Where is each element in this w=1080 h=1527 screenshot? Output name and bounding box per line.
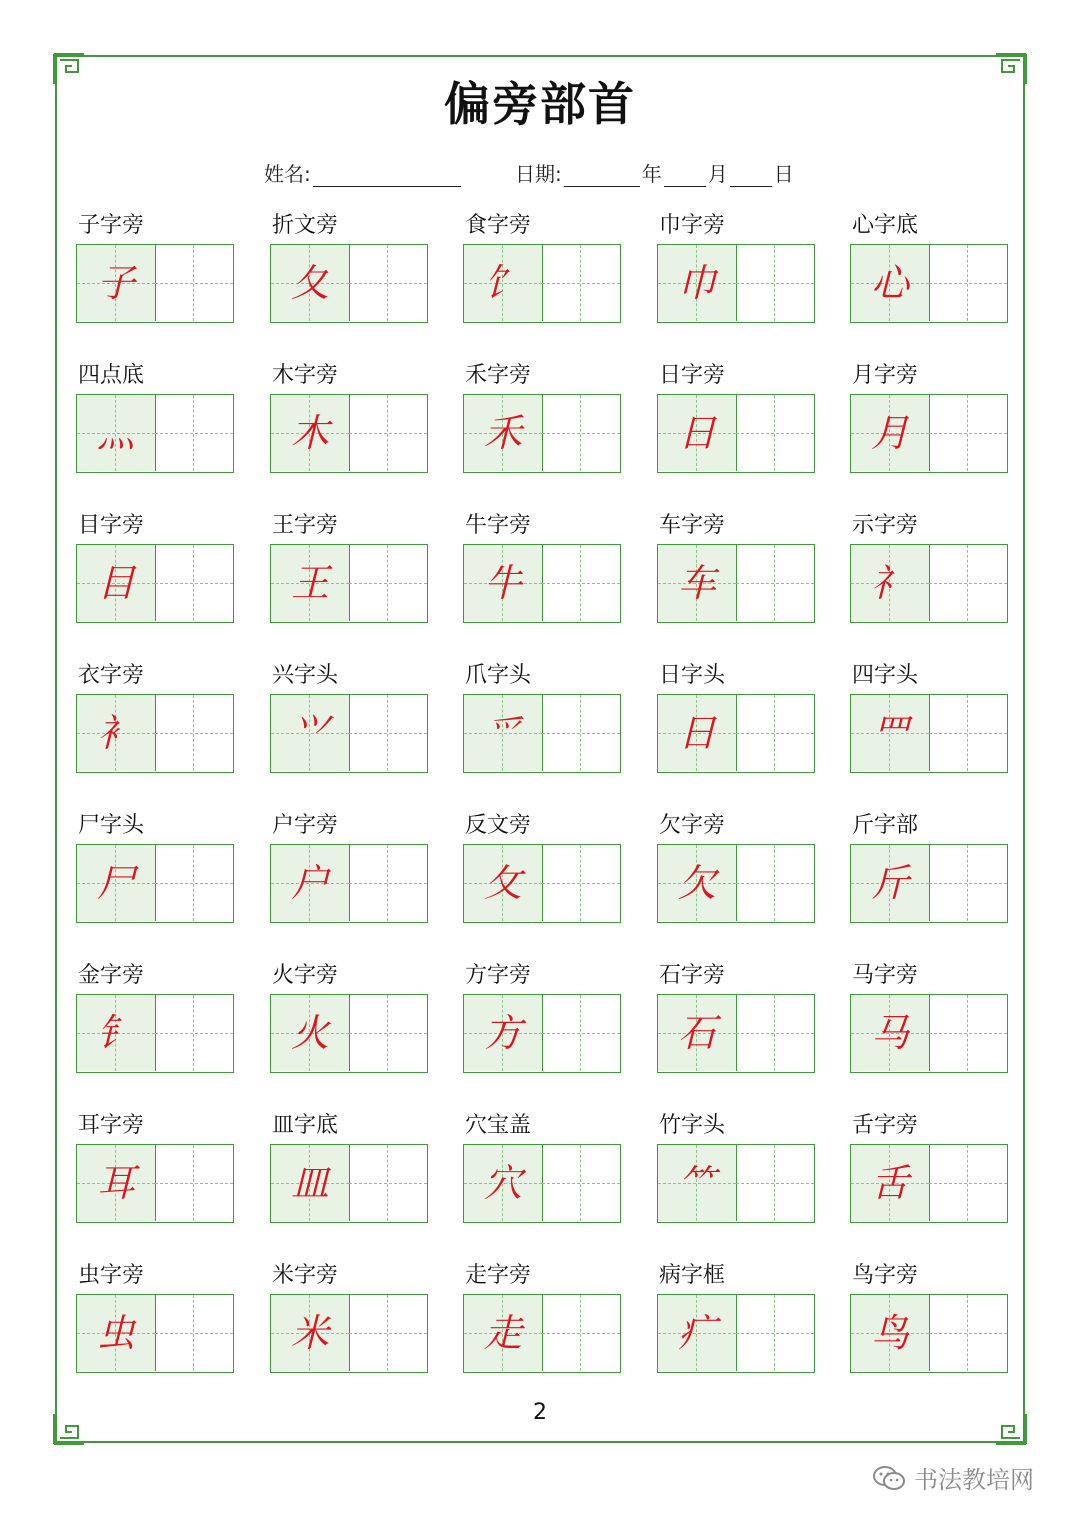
example-square bbox=[464, 695, 543, 771]
radical-cell bbox=[76, 358, 236, 488]
writing-square[interactable] bbox=[155, 1145, 233, 1221]
practice-box bbox=[850, 1294, 1008, 1373]
practice-box bbox=[270, 994, 428, 1073]
radical-cell bbox=[850, 808, 1010, 938]
practice-box bbox=[76, 1144, 234, 1223]
practice-box bbox=[850, 844, 1008, 923]
radical-glyph: 斤 bbox=[870, 861, 909, 905]
radical-label: 爪字头 bbox=[465, 663, 532, 688]
writing-square[interactable] bbox=[929, 695, 1007, 771]
radical-cell bbox=[463, 808, 623, 938]
example-square bbox=[271, 1145, 350, 1221]
radical-cell bbox=[850, 208, 1010, 338]
page-title: 偏旁部首 bbox=[444, 77, 636, 131]
practice-box bbox=[76, 544, 234, 623]
radical-glyph: 走 bbox=[483, 1311, 522, 1355]
radical-label: 折文旁 bbox=[272, 213, 339, 238]
writing-square[interactable] bbox=[155, 545, 233, 621]
radical-label: 车字旁 bbox=[659, 513, 726, 538]
writing-square[interactable] bbox=[736, 395, 814, 471]
writing-square[interactable] bbox=[349, 395, 427, 471]
radical-cell bbox=[463, 958, 623, 1088]
radical-cell bbox=[270, 958, 430, 1088]
practice-box bbox=[463, 1294, 621, 1373]
day-label: 日 bbox=[773, 162, 794, 186]
radical-cell bbox=[76, 508, 236, 638]
practice-box bbox=[463, 544, 621, 623]
example-square bbox=[464, 545, 543, 621]
radical-label: 走字旁 bbox=[465, 1263, 532, 1288]
radical-cell bbox=[270, 358, 430, 488]
practice-box bbox=[850, 244, 1008, 323]
radical-label: 方字旁 bbox=[465, 963, 532, 988]
radical-glyph: 户 bbox=[290, 861, 329, 905]
writing-square[interactable] bbox=[155, 995, 233, 1071]
practice-box bbox=[76, 994, 234, 1073]
radical-glyph: 日 bbox=[677, 411, 716, 455]
example-square bbox=[658, 245, 737, 321]
radical-cell bbox=[657, 808, 817, 938]
writing-square[interactable] bbox=[929, 545, 1007, 621]
example-square bbox=[464, 995, 543, 1071]
radical-glyph: 虫 bbox=[96, 1311, 135, 1355]
radical-cell bbox=[657, 658, 817, 788]
example-square bbox=[77, 1145, 156, 1221]
radical-label: 食字旁 bbox=[465, 213, 532, 238]
radical-label: 皿字底 bbox=[272, 1113, 339, 1138]
radical-label: 巾字旁 bbox=[659, 213, 726, 238]
radical-cell bbox=[76, 208, 236, 338]
example-square bbox=[271, 395, 350, 471]
date-label: 日期: bbox=[515, 162, 562, 186]
radical-label: 禾字旁 bbox=[465, 363, 532, 388]
practice-box bbox=[76, 394, 234, 473]
example-square bbox=[271, 845, 350, 921]
radical-label: 尸字头 bbox=[78, 813, 145, 838]
radical-cell bbox=[76, 808, 236, 938]
radical-glyph: 心 bbox=[870, 261, 909, 305]
radical-label: 日字旁 bbox=[659, 363, 726, 388]
radical-glyph: 车 bbox=[677, 561, 716, 605]
practice-box bbox=[270, 244, 428, 323]
radical-cell bbox=[76, 1108, 236, 1238]
example-square bbox=[658, 1145, 737, 1221]
writing-square[interactable] bbox=[155, 1295, 233, 1371]
practice-box bbox=[463, 244, 621, 323]
example-square bbox=[658, 545, 737, 621]
month-label: 月 bbox=[707, 162, 728, 186]
writing-square[interactable] bbox=[349, 245, 427, 321]
example-square bbox=[658, 695, 737, 771]
practice-box bbox=[850, 394, 1008, 473]
radical-glyph: 鸟 bbox=[870, 1311, 909, 1355]
practice-box bbox=[463, 394, 621, 473]
example-square bbox=[77, 995, 156, 1071]
radical-cell bbox=[76, 958, 236, 1088]
example-square bbox=[271, 1295, 350, 1371]
radical-cell bbox=[657, 208, 817, 338]
radical-glyph: 穴 bbox=[483, 1161, 522, 1205]
example-square bbox=[851, 545, 930, 621]
radical-label: 木字旁 bbox=[272, 363, 339, 388]
radical-label: 米字旁 bbox=[272, 1263, 339, 1288]
writing-square[interactable] bbox=[542, 1145, 620, 1221]
practice-box bbox=[76, 694, 234, 773]
writing-square[interactable] bbox=[736, 1145, 814, 1221]
example-square bbox=[464, 245, 543, 321]
example-square bbox=[271, 695, 350, 771]
practice-box bbox=[270, 1144, 428, 1223]
example-square bbox=[77, 695, 156, 771]
radical-label: 舌字旁 bbox=[852, 1113, 919, 1138]
radical-label: 牛字旁 bbox=[465, 513, 532, 538]
practice-box bbox=[270, 694, 428, 773]
radical-cell bbox=[850, 1258, 1010, 1388]
writing-square[interactable] bbox=[155, 395, 233, 471]
radical-glyph: 爫 bbox=[483, 711, 522, 755]
practice-box bbox=[270, 844, 428, 923]
example-square bbox=[658, 995, 737, 1071]
writing-square[interactable] bbox=[929, 845, 1007, 921]
radical-glyph: 牛 bbox=[483, 561, 522, 605]
practice-box bbox=[657, 244, 815, 323]
practice-box bbox=[657, 994, 815, 1073]
writing-square[interactable] bbox=[929, 395, 1007, 471]
radical-cell bbox=[270, 658, 430, 788]
radical-label: 欠字旁 bbox=[659, 813, 726, 838]
writing-square[interactable] bbox=[929, 1295, 1007, 1371]
radical-glyph: 尸 bbox=[96, 861, 135, 905]
practice-box bbox=[463, 994, 621, 1073]
radical-glyph: 火 bbox=[290, 1011, 329, 1055]
radical-cell bbox=[463, 658, 623, 788]
writing-square[interactable] bbox=[736, 695, 814, 771]
practice-box bbox=[850, 544, 1008, 623]
practice-box bbox=[270, 1294, 428, 1373]
writing-square[interactable] bbox=[542, 695, 620, 771]
radical-cell bbox=[463, 208, 623, 338]
practice-box bbox=[850, 1144, 1008, 1223]
radical-label: 月字旁 bbox=[852, 363, 919, 388]
radical-glyph: 石 bbox=[677, 1011, 716, 1055]
radical-cell bbox=[657, 1258, 817, 1388]
radical-label: 石字旁 bbox=[659, 963, 726, 988]
example-square bbox=[271, 245, 350, 321]
date-field[interactable] bbox=[515, 158, 794, 187]
radical-label: 王字旁 bbox=[272, 513, 339, 538]
radical-cell bbox=[850, 358, 1010, 488]
practice-box bbox=[657, 394, 815, 473]
writing-square[interactable] bbox=[736, 1295, 814, 1371]
practice-box bbox=[76, 244, 234, 323]
radical-glyph: 米 bbox=[290, 1311, 329, 1355]
writing-square[interactable] bbox=[349, 695, 427, 771]
example-square bbox=[851, 995, 930, 1071]
radical-glyph: 王 bbox=[290, 561, 329, 605]
radical-label: 兴字头 bbox=[272, 663, 339, 688]
radical-cell bbox=[657, 358, 817, 488]
radical-cell bbox=[463, 358, 623, 488]
writing-square[interactable] bbox=[349, 845, 427, 921]
writing-square[interactable] bbox=[736, 545, 814, 621]
radical-label: 目字旁 bbox=[78, 513, 145, 538]
writing-square[interactable] bbox=[155, 245, 233, 321]
practice-box bbox=[850, 994, 1008, 1073]
radical-cell bbox=[270, 1108, 430, 1238]
watermark bbox=[872, 1460, 1034, 1495]
page-number: 2 bbox=[533, 1400, 547, 1425]
radical-label: 户字旁 bbox=[272, 813, 339, 838]
practice-box bbox=[463, 694, 621, 773]
example-square bbox=[851, 695, 930, 771]
practice-box bbox=[463, 844, 621, 923]
year-blank[interactable] bbox=[564, 166, 640, 187]
writing-square[interactable] bbox=[349, 545, 427, 621]
radical-label: 虫字旁 bbox=[78, 1263, 145, 1288]
practice-box bbox=[270, 394, 428, 473]
radical-cell bbox=[850, 958, 1010, 1088]
example-square bbox=[658, 395, 737, 471]
writing-square[interactable] bbox=[349, 1145, 427, 1221]
year-label: 年 bbox=[641, 162, 662, 186]
radical-cell bbox=[850, 658, 1010, 788]
example-square bbox=[851, 1295, 930, 1371]
radical-label: 四字头 bbox=[852, 663, 919, 688]
radical-cell bbox=[463, 1258, 623, 1388]
radical-label: 马字旁 bbox=[852, 963, 919, 988]
writing-square[interactable] bbox=[929, 1145, 1007, 1221]
practice-box bbox=[657, 1294, 815, 1373]
radical-cell bbox=[270, 1258, 430, 1388]
radical-glyph: 疒 bbox=[677, 1311, 716, 1355]
radical-label: 斤字部 bbox=[852, 813, 919, 838]
day-blank[interactable] bbox=[730, 166, 772, 187]
practice-box bbox=[657, 694, 815, 773]
writing-square[interactable] bbox=[155, 845, 233, 921]
radical-glyph: ⺍ bbox=[290, 711, 329, 755]
radical-label: 穴宝盖 bbox=[465, 1113, 532, 1138]
radical-label: 示字旁 bbox=[852, 513, 919, 538]
example-square bbox=[271, 995, 350, 1071]
writing-square[interactable] bbox=[542, 395, 620, 471]
example-square bbox=[851, 1145, 930, 1221]
example-square bbox=[464, 845, 543, 921]
radical-glyph: 目 bbox=[96, 561, 135, 605]
practice-box bbox=[463, 1144, 621, 1223]
radical-label: 衣字旁 bbox=[78, 663, 145, 688]
radical-glyph: 月 bbox=[870, 411, 909, 455]
writing-square[interactable] bbox=[542, 545, 620, 621]
radical-cell bbox=[850, 508, 1010, 638]
example-square bbox=[658, 845, 737, 921]
example-square bbox=[851, 245, 930, 321]
wechat-icon bbox=[872, 1464, 906, 1492]
example-square bbox=[851, 395, 930, 471]
radical-cell bbox=[463, 1108, 623, 1238]
practice-box bbox=[657, 544, 815, 623]
radical-label: 病字框 bbox=[659, 1263, 726, 1288]
radical-glyph: 皿 bbox=[290, 1161, 329, 1205]
radical-label: 耳字旁 bbox=[78, 1113, 145, 1138]
radical-glyph: 马 bbox=[870, 1011, 909, 1055]
radical-glyph: 方 bbox=[483, 1011, 522, 1055]
radical-glyph: 木 bbox=[290, 411, 329, 455]
practice-box bbox=[270, 544, 428, 623]
practice-box bbox=[657, 1144, 815, 1223]
name-field[interactable] bbox=[264, 158, 463, 187]
radical-glyph: 夂 bbox=[290, 261, 329, 305]
radical-cell bbox=[270, 208, 430, 338]
name-label: 姓名: bbox=[264, 162, 311, 186]
radical-glyph: 欠 bbox=[677, 861, 716, 905]
radical-glyph: 攵 bbox=[483, 861, 522, 905]
writing-square[interactable] bbox=[542, 845, 620, 921]
radical-cell bbox=[463, 508, 623, 638]
month-blank[interactable] bbox=[664, 166, 706, 187]
example-square bbox=[851, 845, 930, 921]
radical-label: 心字底 bbox=[852, 213, 919, 238]
radical-label: 四点底 bbox=[78, 363, 145, 388]
radical-label: 火字旁 bbox=[272, 963, 339, 988]
radical-cell bbox=[270, 508, 430, 638]
radical-cell bbox=[657, 958, 817, 1088]
radical-glyph: 礻 bbox=[870, 561, 909, 605]
radical-glyph: 罒 bbox=[870, 711, 909, 755]
radical-glyph: 舌 bbox=[870, 1161, 909, 1205]
writing-square[interactable] bbox=[736, 845, 814, 921]
radical-cell bbox=[657, 1108, 817, 1238]
radical-label: 日字头 bbox=[659, 663, 726, 688]
practice-box bbox=[657, 844, 815, 923]
example-square bbox=[464, 1145, 543, 1221]
example-square bbox=[77, 545, 156, 621]
writing-square[interactable] bbox=[349, 1295, 427, 1371]
writing-square[interactable] bbox=[542, 1295, 620, 1371]
radical-glyph: 禾 bbox=[483, 411, 522, 455]
example-square bbox=[271, 545, 350, 621]
practice-box bbox=[76, 1294, 234, 1373]
radical-glyph: 灬 bbox=[96, 411, 135, 455]
example-square bbox=[77, 845, 156, 921]
radical-cell bbox=[850, 1108, 1010, 1238]
writing-square[interactable] bbox=[349, 995, 427, 1071]
radical-glyph: 子 bbox=[96, 261, 135, 305]
radical-glyph: ⺮ bbox=[677, 1161, 716, 1205]
radical-label: 子字旁 bbox=[78, 213, 145, 238]
writing-square[interactable] bbox=[736, 245, 814, 321]
radical-cell bbox=[76, 658, 236, 788]
radical-label: 竹字头 bbox=[659, 1113, 726, 1138]
example-square bbox=[464, 395, 543, 471]
radical-cell bbox=[76, 1258, 236, 1388]
example-square bbox=[464, 1295, 543, 1371]
radical-glyph: 耳 bbox=[96, 1161, 135, 1205]
radical-cell bbox=[657, 508, 817, 638]
example-square bbox=[77, 245, 156, 321]
example-square bbox=[658, 1295, 737, 1371]
radical-label: 鸟字旁 bbox=[852, 1263, 919, 1288]
radical-label: 金字旁 bbox=[78, 963, 145, 988]
radical-glyph: 衤 bbox=[96, 711, 135, 755]
writing-square[interactable] bbox=[542, 245, 620, 321]
practice-box bbox=[76, 844, 234, 923]
writing-square[interactable] bbox=[155, 695, 233, 771]
writing-square[interactable] bbox=[929, 245, 1007, 321]
radical-glyph: 饣 bbox=[483, 261, 522, 305]
practice-box bbox=[850, 694, 1008, 773]
radical-glyph: 钅 bbox=[96, 1011, 135, 1055]
writing-square[interactable] bbox=[929, 995, 1007, 1071]
watermark-text: 书法教培网 bbox=[914, 1466, 1034, 1494]
radical-glyph: 日 bbox=[677, 711, 716, 755]
radical-cell bbox=[270, 808, 430, 938]
name-blank[interactable] bbox=[313, 166, 461, 187]
writing-square[interactable] bbox=[736, 995, 814, 1071]
radical-glyph: 巾 bbox=[677, 261, 716, 305]
writing-square[interactable] bbox=[542, 995, 620, 1071]
example-square bbox=[77, 1295, 156, 1371]
example-square bbox=[77, 395, 156, 471]
radical-label: 反文旁 bbox=[465, 813, 532, 838]
